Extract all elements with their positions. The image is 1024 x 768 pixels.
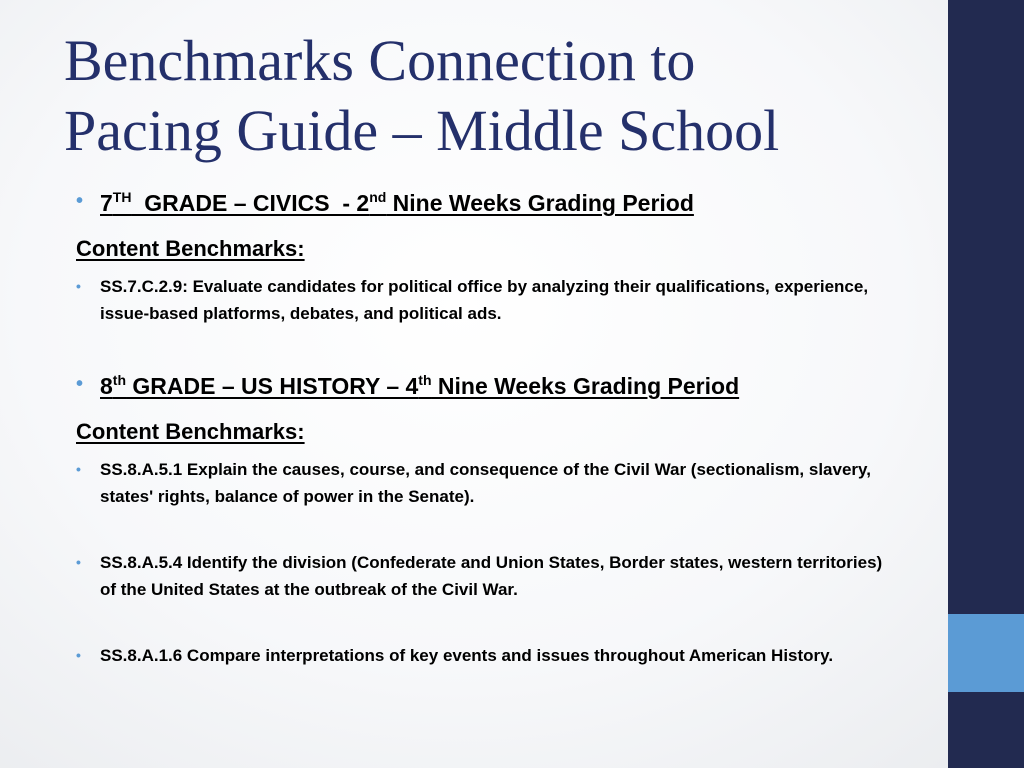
benchmark-item (76, 549, 896, 603)
bullet-icon: • (76, 554, 81, 570)
sidebar-accent-block (948, 614, 1024, 692)
benchmark-text: SS.8.A.1.6 Compare interpretations of key events and issues throughout American History. (100, 646, 834, 665)
benchmark-item (76, 273, 896, 327)
heading-part: GRADE – CIVICS - 2 (131, 190, 370, 216)
bullet-icon: • (76, 278, 81, 294)
slide-title-line-1: Benchmarks Connection to (64, 28, 696, 93)
benchmark-item (76, 456, 896, 510)
heading-superscript: th (418, 372, 432, 388)
content-benchmarks-label: Content Benchmarks: (76, 236, 305, 261)
benchmark-text: SS.8.A.5.4 Identify the division (Confederate and Union States, Border states, western territories) of the United States at the outbreak of the Civil War. (100, 553, 883, 599)
bullet-icon: • (76, 373, 84, 395)
slide-title-line-2: Pacing Guide – Middle School (64, 98, 780, 163)
heading-superscript: nd (369, 189, 387, 205)
heading-part: 7 (100, 190, 113, 216)
heading-superscript: TH (112, 189, 132, 205)
heading-part: GRADE – US HISTORY – 4 (126, 373, 419, 399)
benchmark-item (76, 642, 896, 669)
grade-heading-text (100, 373, 739, 400)
heading-superscript: th (112, 372, 127, 388)
bullet-icon: • (76, 647, 81, 663)
bullet-icon: • (76, 461, 81, 477)
grade-heading-text (100, 190, 694, 217)
heading-part: Nine Weeks Grading Period (386, 190, 694, 216)
heading-part: Nine Weeks Grading Period (431, 373, 740, 399)
content-benchmarks-label: Content Benchmarks: (76, 419, 305, 444)
benchmark-text: SS.7.C.2.9: Evaluate candidates for political office by analyzing their qualifications, experience, issue-based platforms, debates, and political ads. (100, 277, 869, 323)
bullet-icon: • (76, 190, 84, 212)
benchmark-text: SS.8.A.5.1 Explain the causes, course, and consequence of the Civil War (sectionalism, slavery, states' rights, balance of power in the Senate). (100, 460, 871, 506)
heading-part: 8 (100, 373, 113, 399)
